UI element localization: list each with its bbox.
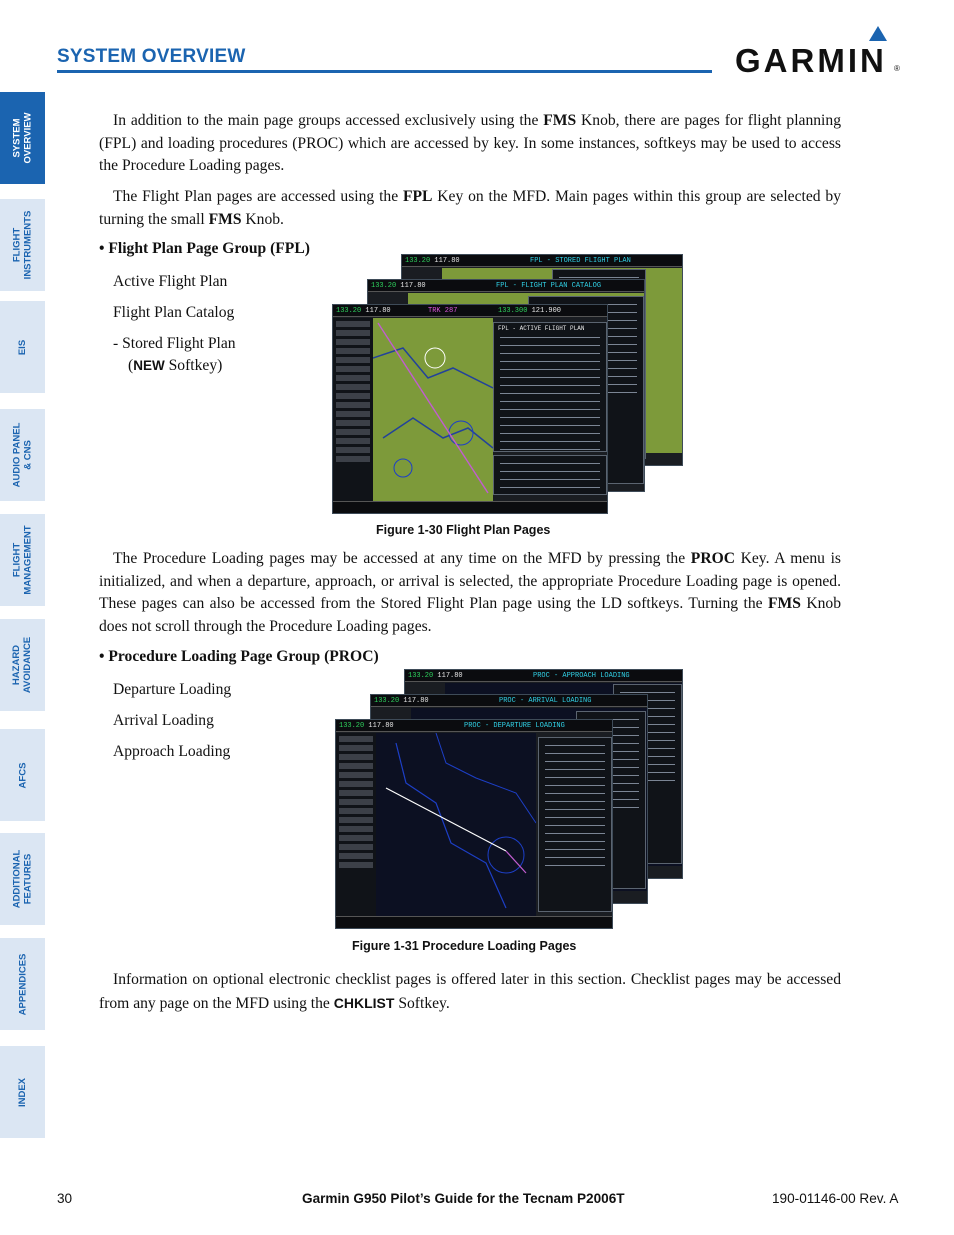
guide-title: Garmin G950 Pilot’s Guide for the Tecnam P2006T — [302, 1191, 625, 1206]
garmin-triangle-icon — [869, 26, 887, 41]
tab-flight-management[interactable] — [0, 514, 45, 606]
softkey-name: CHKLIST — [333, 994, 395, 1011]
status-bar: 133.20 117.80 PROC - ARRIVAL LOADING — [371, 695, 647, 707]
tab-system-overview[interactable] — [0, 92, 45, 184]
tab-label: INDEX — [16, 1077, 28, 1107]
screen-title: FPL - FLIGHT PLAN CATALOG — [496, 282, 602, 290]
text: Knob does not scroll through the Procedure Loading pages. — [99, 595, 841, 635]
tab-index[interactable] — [0, 1046, 45, 1138]
figure-caption: Figure 1-31 Procedure Loading Pages — [352, 939, 577, 953]
list-item: Flight Plan Catalog — [113, 304, 235, 321]
document-number: 190-01146-00 Rev. A — [772, 1191, 899, 1206]
key-name: FMS — [208, 210, 242, 228]
tab-afcs[interactable] — [0, 729, 45, 821]
list-item: Departure Loading — [113, 681, 232, 698]
status-bar: 133.20 117.80 FPL - STORED FLIGHT PLAN — [402, 255, 682, 267]
paragraph-fpl — [99, 186, 841, 231]
tab-label: SYSTEM OVERVIEW — [11, 112, 34, 164]
header-rule — [57, 70, 712, 73]
mfd-screen-active-flight-plan — [332, 304, 608, 514]
text: Softkey. — [394, 994, 450, 1012]
navigation-map — [373, 318, 493, 503]
tab-additional-features[interactable] — [0, 833, 45, 925]
tab-label: FLIGHT MANAGEMENT — [11, 525, 34, 595]
paragraph-proc — [99, 548, 841, 638]
text: The Procedure Loading pages may be accessed at any time on the MFD by pressing the — [113, 550, 691, 567]
vertical-profile-window — [493, 455, 607, 495]
tab-label: AFCS — [17, 762, 28, 788]
text: Knob, there are pages for flight planning (FPL) and loading procedures (PROC) which are accessed by key. In some instances, softkeys may be used to access the Procedure Loading pages. — [99, 112, 841, 174]
screen-title: PROC - DEPARTURE LOADING — [464, 722, 565, 730]
status-bar: 133.20 117.80 PROC - DEPARTURE LOADING — [336, 720, 612, 732]
fpl-group-heading: • Flight Plan Page Group (FPL) — [99, 240, 310, 257]
list-item: Arrival Loading — [113, 712, 214, 729]
status-bar: 133.20 117.80 PROC - APPROACH LOADING — [405, 670, 682, 682]
figure-caption: Figure 1-30 Flight Plan Pages — [376, 523, 551, 537]
mfd-screen-departure-loading — [335, 719, 613, 929]
screen-title: FPL - ACTIVE FLIGHT PLAN — [498, 325, 585, 332]
tab-label: EIS — [17, 339, 28, 355]
screen-title: PROC - APPROACH LOADING — [533, 672, 630, 680]
key-name: FMS — [767, 595, 801, 612]
softkey-name: NEW — [133, 358, 165, 373]
text: Softkey) — [164, 357, 223, 374]
tab-label: AUDIO PANEL & CNS — [11, 422, 34, 488]
data-bar — [333, 318, 373, 513]
paragraph-intro — [99, 110, 841, 178]
text: The Flight Plan pages are accessed using the — [113, 188, 403, 205]
text: Knob. — [241, 210, 284, 228]
tab-label: FLIGHT INSTRUMENTS — [11, 210, 34, 280]
key-name: FMS — [543, 112, 577, 129]
navigation-map — [376, 733, 536, 918]
garmin-logo — [735, 26, 900, 79]
text: Key on the MFD. Main pages within this group are selected by turning the small — [99, 188, 841, 228]
text: ( — [128, 357, 134, 374]
text: Key. A menu is initialized, and when a departure, approach, or arrival is selected, the appropriate Procedure Loading page is opened. These pages can also be accessed from the Stored Flight Plan page using the LD softkeys. Turning the — [99, 550, 841, 612]
list-item-softkey — [128, 355, 222, 377]
list-item: Active Flight Plan — [113, 273, 228, 290]
key-name: PROC — [690, 550, 735, 567]
key-name: FPL — [402, 188, 433, 205]
data-bar — [336, 733, 376, 928]
list-item: Approach Loading — [113, 743, 231, 760]
tab-label: ADDITIONAL FEATURES — [11, 849, 34, 909]
departure-window — [538, 737, 612, 912]
softkey-bar — [333, 501, 607, 513]
active-flight-plan-window — [493, 322, 607, 452]
text: Information on optional electronic checklist pages is offered later in this section. Checklist pages may be accessed from any page on the MFD using the — [99, 971, 841, 1012]
logo-text: GARMIN — [735, 42, 887, 79]
tab-flight-instruments[interactable] — [0, 199, 45, 291]
proc-group-heading: • Procedure Loading Page Group (PROC) — [99, 648, 379, 665]
list-item: - Stored Flight Plan — [113, 335, 236, 352]
screen-title: PROC - ARRIVAL LOADING — [499, 697, 592, 705]
tab-eis[interactable] — [0, 301, 45, 393]
section-title: SYSTEM OVERVIEW — [57, 46, 246, 67]
tab-hazard-avoidance[interactable] — [0, 619, 45, 711]
text: In addition to the main page groups accessed exclusively using the — [113, 112, 544, 129]
screen-title: FPL - STORED FLIGHT PLAN — [530, 257, 631, 265]
tab-audio-panel-cns[interactable] — [0, 409, 45, 501]
tab-label: HAZARD AVOIDANCE — [11, 636, 34, 694]
registered-mark: ® — [894, 64, 900, 73]
status-bar: 133.20 117.80 TRK 287 133.300 121.900 — [333, 305, 607, 317]
page-number: 30 — [57, 1191, 73, 1206]
softkey-bar — [336, 916, 612, 928]
tab-appendices[interactable] — [0, 938, 45, 1030]
paragraph-checklist — [99, 969, 841, 1015]
tab-label: APPENDICES — [17, 953, 29, 1015]
status-bar: 133.20 117.80 FPL - FLIGHT PLAN CATALOG — [368, 280, 644, 292]
